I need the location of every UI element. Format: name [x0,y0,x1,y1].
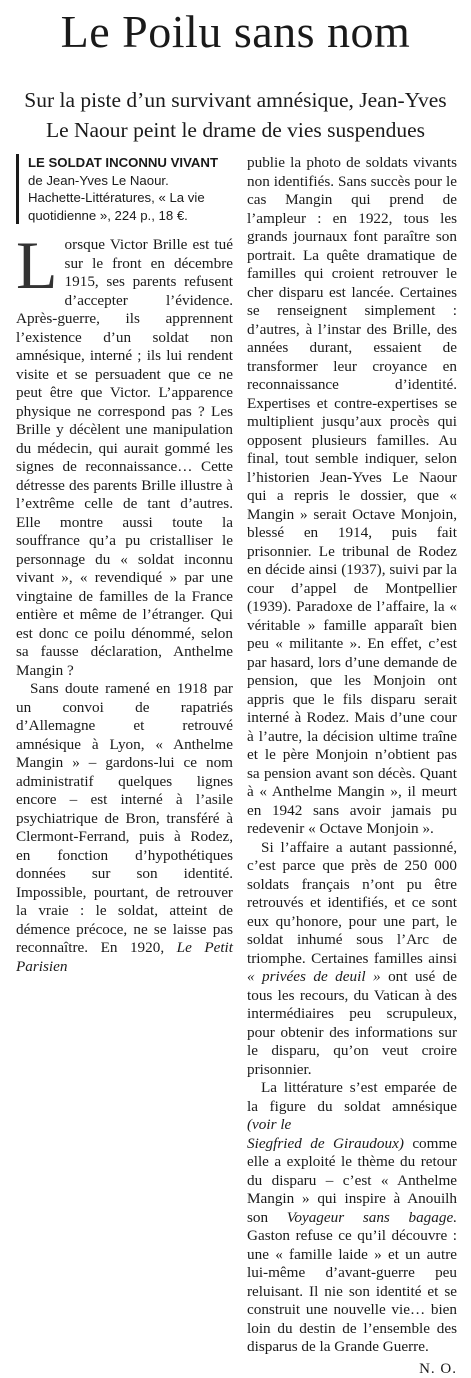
paragraph-3: Si l’affaire a autant passionné, c’est parce que près de 250 000 soldats français n’ont pu être retrouvés et identifiés, et ce sont eux qu’honore, pour une part, le soldat inhumé sous l’Arc de triomphe. Certaines familles ainsi « privées de deuil » ont usé de tous les recours, du Vatican à des intermédiaires peu scrupuleux, pour obtenir des informations sur le disparu, qu’on veut croire prisonnier. [247,839,457,1080]
siegfried-title: Siegfried [247,1135,302,1152]
article-title: Le Poilu sans nom [0,4,471,60]
quote-prives-de-deuil: « privées de deuil » [247,968,381,985]
left-column [16,154,233,976]
right-column [247,154,457,1378]
author-signature: N. O. [247,1360,457,1378]
paragraph-4: La littérature s’est emparée de la figure du soldat amnésique (voir le Siegfried de Giraudoux) comme elle a exploité le thème du retour du disparu – c’est « Anthelme Mangin » qui inspire à Anouilh son Voyageur sans bagage. Gaston refuse ce qu’il découvre : une « famille laide » et un autre lui-même d’avant-guerre peu reluisant. Il nie son identité et se construit une nouvelle vie… bien loin du destin de l’ensemble des disparus de la Grande Guerre. [247,1079,457,1357]
voyageur-title: Voyageur sans bagage. [287,1209,457,1226]
subtitle-line-2: Le Naour peint le drame de vies suspendues [0,115,471,145]
article-subtitle [0,85,471,145]
paragraph-2-end: publie la photo de soldats vivants non identifiés. Sans succès pour le cas Mangin qui prend de l’ampleur : en 1922, tous les grands journaux font paraître son portrait. La quête dramatique de familles qui croient retrouver le cher disparu est lancée. Certaines se renseignent simplement : d’autres, à l’instar des Brille, des années durant, essaient de transformer leur croyance en reconnaissance d’identité. Expertises et contre-expertises se multiplient jusqu’aux procès qui opposent plusieurs familles. Au final, tout semble indiquer, selon l’historien Jean-Yves Le Naour qui a repris le dossier, que « Mangin » serait Octave Monjoin, blessé en 1914, puis fait prisonnier. Le tribunal de Rodez en décide ainsi (1937), suivi par la cour d’appel de Montpellier (1939). Paradoxe de l’affaire, la « véritable » famille apparaît bien peu « militante ». En effet, c’est par hasard, lors d’une demande de pension, que les Monjoin ont appris que le fils disparu serait interné à Rodez. Mais d’une cour à l’autre, la décision ultime traîne et le père Monjoin n’obtient pas sa pension avant son décès. Quant à « Anthelme Mangin », il meurt en 1942 sans avoir jamais pu redevenir « Octave Monjoin ». [247,154,457,839]
paragraph-1-text: orsque Victor Brille est tué sur le front en décembre 1915, ses parents refusent d’accepter l’évidence. Après-guerre, ils apprennent l’existence d’un soldat non amnésique, interné ; ils lui rendent visite et se persuadent que ce ne peut être que Victor. L’apparence physique ne correspond pas ? Les Brille y décèlent une manipulation du médecin, qui aurait gommé les signes de reconnaissance… Cette détresse des parents Brille illustre à l’extrême celle de tant d’autres. Elle montre aussi toute la souffrance qu’a pu cristalliser le personnage du « soldat inconnu vivant », « revendiqué » par une vingtaine de familles de la France entière et même de l’étranger. Qui est donc ce poilu dénommé, selon sa fausse déclaration, Anthelme Mangin ? [16,236,233,679]
book-details: Hachette-Littératures, « La vie quotidienne », 224 p., 18 €. [28,189,233,224]
paragraph-2-start: Sans doute ramené en 1918 par un convoi de rapatriés d’Allemagne et retrouvé amnésique à Lyon, « Anthelme Mangin » – gardons-lui ce nom administratif quelques lignes encore – est interné à l’asile psychiatrique de Bron, transféré à Clermont-Ferrand, puis à Rodez, en fonction d’hypothétiques données sur son identité. Impossible, pourtant, de retrouver la vraie : le soldat, atteint de démence précoce, ne se laisse pas reconnaître. En 1920, Le Petit Parisien [16,680,233,976]
book-author: de Jean-Yves Le Naour. [28,172,233,190]
drop-cap: L [16,237,58,293]
book-title: LE SOLDAT INCONNU VIVANT [28,154,233,172]
paragraph-1 [16,236,233,680]
newspaper-title: Le Petit Parisien [16,939,233,975]
book-info-box [16,154,233,224]
subtitle-line-1: Sur la piste d’un survivant amnésique, Jean-Yves [0,85,471,115]
